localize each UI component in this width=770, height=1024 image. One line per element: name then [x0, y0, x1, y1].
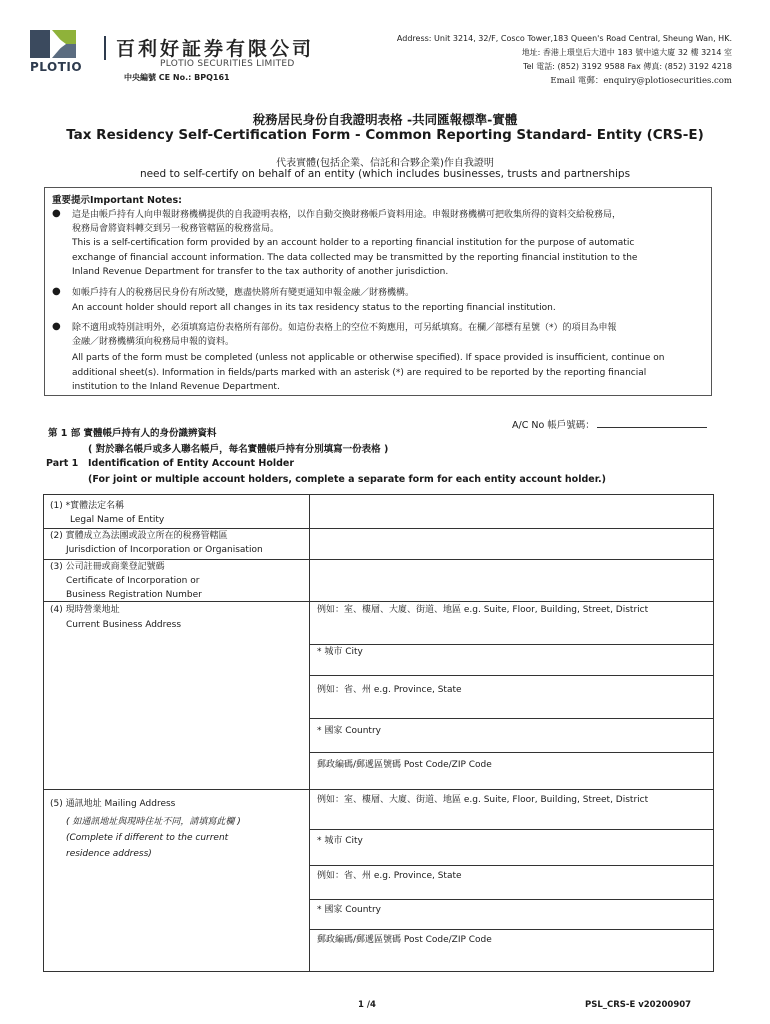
company-name-zh: 百利好証券有限公司 [116, 38, 315, 60]
mailing-address-note-en-2: residence address) [66, 849, 152, 859]
note-line: 除不適用或特別註明外，必須填寫這份表格所有部份。如這份表格上的空位不夠應用，可另紙填寫。在欄／部標有星號（*）的項目為申報 [72, 323, 617, 333]
business-postcode-field[interactable]: 郵政編碼/郵遞區號碼 Post Code/ZIP Code [317, 760, 492, 770]
form-subtitle-zh: 代表實體(包括企業、信託和合夥企業)作自我證明 [276, 158, 494, 169]
mailing-city-field[interactable]: * 城市 City [317, 836, 363, 846]
note-line: 如帳戶持有人的稅務居民身份有所改變，應盡快將所有變更通知申報金融／財務機構。 [72, 288, 415, 298]
subrow-divider [309, 644, 714, 645]
business-address-label-zh: (4) 現時營業地址 [50, 605, 120, 615]
ce-number: 中央編號 CE No.: BPQ161 [124, 73, 230, 82]
registration-number-input[interactable] [311, 561, 712, 600]
legal-name-label-en: Legal Name of Entity [70, 515, 165, 525]
tel-fax: Tel 電話: (852) 3192 9588 Fax 傳真: (852) 3192 4218 [523, 62, 732, 71]
company-name-en: PLOTIO SECURITIES LIMITED [160, 59, 295, 69]
note-line: 稅務局會將資料轉交到另一稅務管轄區的稅務當局。 [72, 224, 280, 234]
business-country-field[interactable]: * 國家 Country [317, 726, 381, 736]
business-city-field[interactable]: * 城市 City [317, 647, 363, 657]
part1-subheading-en: (For joint or multiple account holders, complete a separate form for each entity account holder.) [88, 474, 606, 485]
note-line: An account holder should report all changes in its tax residency status to the reporting financial institution. [72, 303, 556, 313]
table-column-divider [309, 494, 310, 972]
subrow-divider [309, 899, 714, 900]
registration-number-label-en: Certificate of Incorporation or [66, 576, 200, 586]
subrow-divider [309, 675, 714, 676]
business-address-label-en: Current Business Address [66, 620, 182, 630]
form-title-en: Tax Residency Self-Certification Form - Common Reporting Standard- Entity (CRS-E) [66, 127, 704, 143]
legal-name-label-zh: (1) *實體法定名稱 [50, 501, 125, 511]
part1-subheading-zh: ( 對於聯名帳戶或多人聯名帳戶，每名實體帳戶持有分別填寫一份表格 ) [88, 444, 389, 455]
form-title-zh: 稅務居民身份自我證明表格 -共同匯報標準-實體 [252, 112, 518, 127]
logo-text: PLOTIO [30, 60, 83, 74]
part1-heading-zh: 第 1 部 實體帳戶持有人的身份識辨資料 [48, 428, 217, 439]
note-bullet: ● [52, 208, 61, 219]
account-number-field[interactable] [512, 417, 707, 431]
note-line: All parts of the form must be completed (unless not applicable or otherwise specified). If space provided is insufficient, continue on [72, 353, 665, 363]
part1-label: Part 1 [46, 458, 79, 469]
note-line: institution to the Inland Revenue Department. [72, 382, 280, 392]
note-line: additional sheet(s). Information in fields/parts marked with an asterisk (*) are required to be reported by the reporting financial [72, 368, 647, 378]
plotio-logo-icon [30, 28, 76, 60]
note-bullet: ● [52, 321, 61, 332]
registration-number-label-en-2: Business Registration Number [66, 590, 202, 600]
address-en: Address: Unit 3214, 32/F, Cosco Tower,183 Queen's Road Central, Sheung Wan, HK. [396, 34, 732, 43]
note-line: 金融／財務機構須向稅務局申報的資料。 [72, 337, 235, 347]
notes-heading: 重要提示Important Notes: [52, 195, 182, 206]
legal-name-input[interactable] [311, 496, 712, 527]
form-subtitle-en: need to self-certify on behalf of an entity (which includes businesses, trusts and partnerships [139, 168, 631, 180]
subrow-divider [309, 865, 714, 866]
email: Email 電郵：enquiry@plotiosecurities.com [550, 76, 732, 86]
mailing-street-field[interactable]: 例如：室、樓層、大廈、街道、地區 e.g. Suite, Floor, Building, Street, District [317, 795, 649, 805]
note-bullet: ● [52, 286, 61, 297]
jurisdiction-input[interactable] [311, 530, 712, 558]
note-line: This is a self-certification form provided by an account holder to a reporting financial institution for the purpose of automatic [72, 238, 635, 248]
mailing-address-note-en: (Complete if different to the current [66, 833, 229, 843]
jurisdiction-label-en: Jurisdiction of Incorporation or Organisation [66, 545, 263, 555]
brand-divider [104, 36, 106, 60]
subrow-divider [309, 829, 714, 830]
jurisdiction-label-zh: (2) 實體成立為法團或設立所在的稅務管轄區 [50, 531, 228, 541]
mailing-address-note-zh: ( 如通訊地址與現時住址不同，請填寫此欄 ) [66, 817, 241, 827]
subrow-divider [309, 752, 714, 753]
mailing-country-field[interactable]: * 國家 Country [317, 905, 381, 915]
mailing-address-label: (5) 通訊地址 Mailing Address [50, 799, 176, 809]
row-divider [43, 789, 714, 790]
mailing-postcode-field[interactable]: 郵政編碼/郵遞區號碼 Post Code/ZIP Code [317, 935, 492, 945]
subrow-divider [309, 929, 714, 930]
note-line: exchange of financial account information. The data collected may be transmitted by the reporting financial institution to the [72, 253, 638, 263]
registration-number-label-zh: (3) 公司註冊或商業登記號碼 [50, 562, 165, 572]
note-line: Inland Revenue Department for transfer to the tax authority of another jurisdiction. [72, 267, 449, 277]
document-code: PSL_CRS-E v20200907 [585, 1000, 692, 1010]
business-province-field[interactable]: 例如：省、州 e.g. Province, State [317, 685, 462, 695]
note-line: 這是由帳戶持有人向申報財務機構提供的自我證明表格，以作自動交換財務帳戶資料用途。申報財務機構可把收集所得的資料交給稅務局， [72, 210, 622, 220]
business-street-field[interactable]: 例如：室、樓層、大廈、街道、地區 e.g. Suite, Floor, Building, Street, District [317, 605, 649, 615]
address-zh: 地址: 香港上環皇后大道中 183 號中遠大廈 32 樓 3214 室 [521, 48, 732, 57]
account-number-label: A/C No 帳戶號碼： [512, 420, 595, 431]
subrow-divider [309, 718, 714, 719]
mailing-province-field[interactable]: 例如：省、州 e.g. Province, State [317, 871, 462, 881]
part1-heading-en: Identification of Entity Account Holder [88, 458, 295, 469]
page-number: 1 /4 [358, 1000, 376, 1010]
account-number-line[interactable] [597, 418, 707, 428]
